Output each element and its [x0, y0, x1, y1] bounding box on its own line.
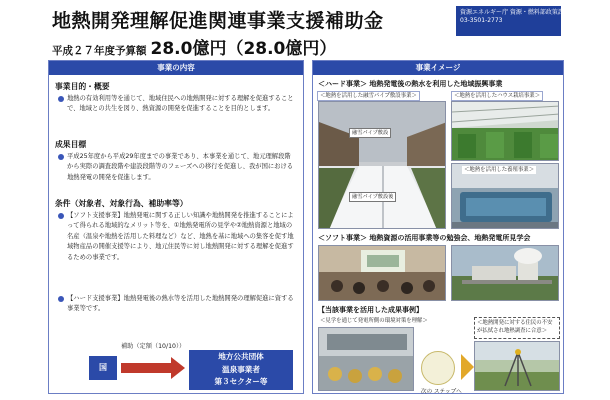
budget-label: 平成２７年度予算額 — [52, 45, 147, 57]
bullet-dot-icon — [58, 296, 64, 302]
project-content-heading: 事業の内容 — [49, 61, 303, 75]
conditions-title: 条件（対象者、対象行為、補助率等） — [55, 199, 188, 208]
survey-equipment-photo — [474, 341, 560, 391]
soft-support-bullet: 【ソフト支援事業】地熱発電に関する正しい知識や地熱開発を推進することによって得られる地域的なメリット等を、①地熱発電所の見学や②地熱資源と地域の名産（温泉や地熱を活用した料理など）など、地熱を基に地域への集客を促す地域物産品の開催支援等により、地元住民等に対し地熱開発に対する理解を促進するための事業です。 — [58, 211, 296, 263]
flow-source-box: 国 — [89, 356, 117, 380]
plant-tour-photo-image — [319, 328, 414, 391]
project-image-panel — [312, 60, 564, 394]
purpose-title: 事業目的・概要 — [55, 82, 110, 91]
subsidy-flow — [49, 336, 303, 392]
power-plant-photo-image — [452, 246, 559, 301]
greenhouse-photo-image — [452, 102, 559, 161]
aquaculture-caption: ＜地熱を活用した養殖事業＞ — [464, 167, 535, 173]
flow-recipient-box: 地方公共団体 温泉事業者 第３セクター等 — [189, 350, 293, 390]
cases-caption: ＜見学を通じて発電所側の環境対策を理解＞ — [320, 318, 428, 324]
flow-arrow-icon — [121, 363, 173, 373]
purpose-bullet: 地熱の有効利用等を通じて、地域住民への地熱開発に対する理解を促進することで、地域との共生を図り、熱資源の開発を促進することを目的とします。 — [58, 94, 296, 115]
goal-bullet: 平成25年度から平成29年度までの事業であり、本事業を通じて、地元理解段階から実際の調査段階や建設段階等のフェーズへの移行を促進し、我が国における地熱発電の開発を促進します。 — [58, 152, 296, 183]
hard-support-bullet: 【ハード支援事業】地熱発電後の熱水等を活用した地熱開発の理解促進に資する事業等です。 — [58, 294, 296, 315]
cases-title: 【当該事業を活用した成果事例】 — [318, 306, 423, 314]
flow-arrow-head-icon — [171, 357, 185, 379]
aquaculture-photo — [451, 163, 559, 229]
snow-melt-photo — [318, 101, 446, 229]
plant-tour-photo — [318, 327, 414, 391]
project-image-heading: 事業イメージ — [313, 61, 563, 75]
department-name: 資源エネルギー庁 資源・燃料部政策課 — [460, 9, 564, 16]
survey-agreement-note: ＜地熱開発に対する住民の不安が払拭され地熱調査に合意＞ — [474, 317, 560, 339]
snow-melt-photo-image — [319, 102, 446, 229]
snow-melt-caption: ＜地熱を活用した融雪パイプ敷設事業＞ — [317, 91, 420, 101]
hard-project-title: ＜ハード事業＞ 地熱発電後の熱水を利用した地域振興事業 — [318, 80, 503, 88]
bullet-dot-icon — [58, 154, 64, 160]
soft-project-title: ＜ソフト事業＞ 地熱資源の活用事業等の勉強会、地熱発電所見学会 — [318, 234, 531, 242]
greenhouse-photo — [451, 101, 559, 161]
snow-melt-tag-before: 融雪パイプ敷設 — [349, 128, 391, 138]
department-box — [456, 6, 564, 36]
next-step-label: 次の ステップへ — [421, 389, 462, 395]
next-step-circle — [421, 351, 455, 385]
budget-line — [52, 34, 336, 59]
next-step-arrow-icon — [461, 354, 474, 380]
greenhouse-caption: ＜地熱を活用したハウス栽培事業＞ — [451, 91, 543, 101]
page-title: 地熱開発理解促進関連事業支援補助金 — [52, 10, 384, 32]
subsidy-rate-note: 補助（定額（10/10）） — [121, 343, 186, 350]
bullet-dot-icon — [58, 213, 64, 219]
department-phone: 03-3501-2773 — [460, 17, 503, 24]
study-session-photo-image — [319, 246, 446, 301]
goal-title: 成果目標 — [55, 140, 87, 149]
budget-amount: 28.0億円（28.0億円） — [150, 39, 337, 59]
power-plant-photo — [451, 245, 559, 301]
snow-melt-tag-after: 融雪パイプ敷設後 — [349, 192, 396, 202]
study-session-photo — [318, 245, 446, 301]
project-content-panel — [48, 60, 304, 394]
survey-equipment-photo-image — [475, 342, 560, 391]
bullet-dot-icon — [58, 96, 64, 102]
